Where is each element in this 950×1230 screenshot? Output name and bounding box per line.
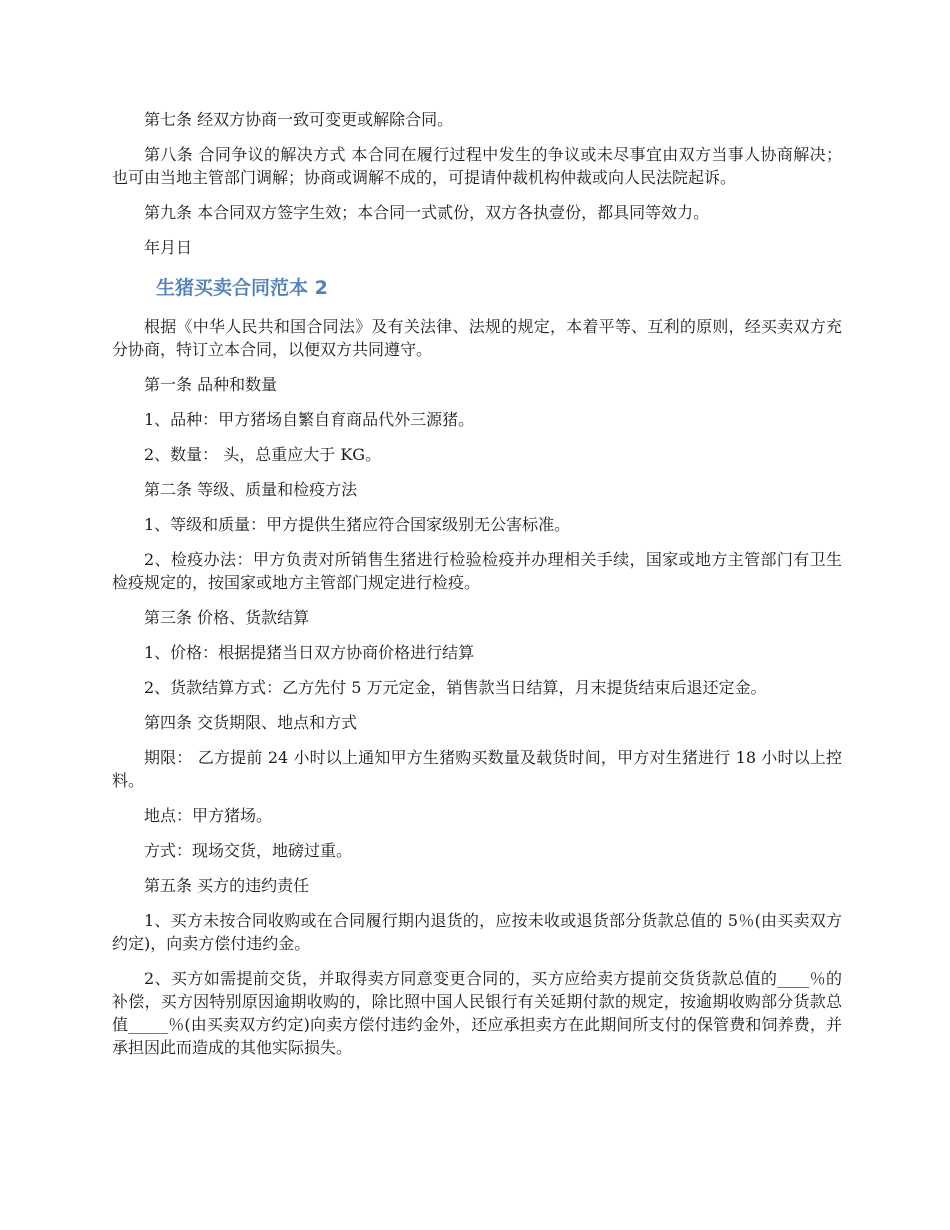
- clause-7: 第七条 经双方协商一致可变更或解除合同。: [144, 110, 454, 129]
- article-1-title: 第一条 品种和数量: [144, 375, 278, 394]
- article-2-item-2: 2、检疫办法：甲方负责对所销售生猪进行检验检疫并办理相关手续，国家或地方主管部门有卫生检疫规定的，按国家或地方主管部门规定进行检疫。: [112, 550, 842, 592]
- article-3-item-2: 2、货款结算方式：乙方先付 5 万元定金，销售款当日结算，月末提货结束后退还定金。: [144, 678, 767, 697]
- article-5-item-1: 1、买方未按合同收购或在合同履行期内退货的，应按未收或退货部分货款总值的 5％(由买卖双方约定)，向卖方偿付违约金。: [112, 911, 842, 953]
- section-heading: 生猪买卖合同范本 2: [156, 277, 328, 299]
- clause-8: 第八条 合同争议的解决方式 本合同在履行过程中发生的争议或未尽事宜由双方当事人协商解决；也可由当地主管部门调解；协商或调解不成的，可提请仲裁机构仲裁或向人民法院起诉。: [112, 145, 842, 187]
- article-5-item-2: 2、买方如需提前交货，并取得卖方同意变更合同的，买方应给卖方提前交货货款总值的____％的补偿，买方因特别原因逾期收购的，除比照中国人民银行有关延期付款的规定，按逾期收购部分货款总值_____％(由买卖双方约定)向卖方偿付违约金外，还应承担卖方在此期间所支付的保管费和饲养费，并承担因此而造成的其他实际损失。: [112, 969, 842, 1057]
- preamble: 根据《中华人民共和国合同法》及有关法律、法规的规定，本着平等、互利的原则，经买卖双方充分协商，特订立本合同，以便双方共同遵守。: [112, 317, 842, 359]
- date-line: 年月日: [144, 238, 193, 257]
- clause-9: 第九条 本合同双方签字生效；本合同一式贰份，双方各执壹份，都具同等效力。: [144, 203, 710, 222]
- article-2-title: 第二条 等级、质量和检疫方法: [144, 480, 358, 499]
- article-4-method: 方式：现场交货，地磅过重。: [144, 841, 353, 860]
- article-3-title: 第三条 价格、货款结算: [144, 608, 310, 627]
- article-1-item-2: 2、数量： 头，总重应大于 KG。: [144, 445, 382, 464]
- article-4-title: 第四条 交货期限、地点和方式: [144, 713, 358, 732]
- article-2-item-1: 1、等级和质量：甲方提供生猪应符合国家级别无公害标准。: [144, 515, 571, 534]
- article-4-location: 地点：甲方猪场。: [144, 806, 273, 825]
- article-5-title: 第五条 买方的违约责任: [144, 876, 310, 895]
- document-page: [112, 108, 842, 1059]
- article-4-period: 期限： 乙方提前 24 小时以上通知甲方生猪购买数量及载货时间，甲方对生猪进行 18 小时以上控料。: [112, 748, 842, 790]
- article-3-item-1: 1、价格：根据提猪当日双方协商价格进行结算: [144, 643, 475, 662]
- article-1-item-1: 1、品种：甲方猪场自繁自育商品代外三源猪。: [144, 410, 475, 429]
